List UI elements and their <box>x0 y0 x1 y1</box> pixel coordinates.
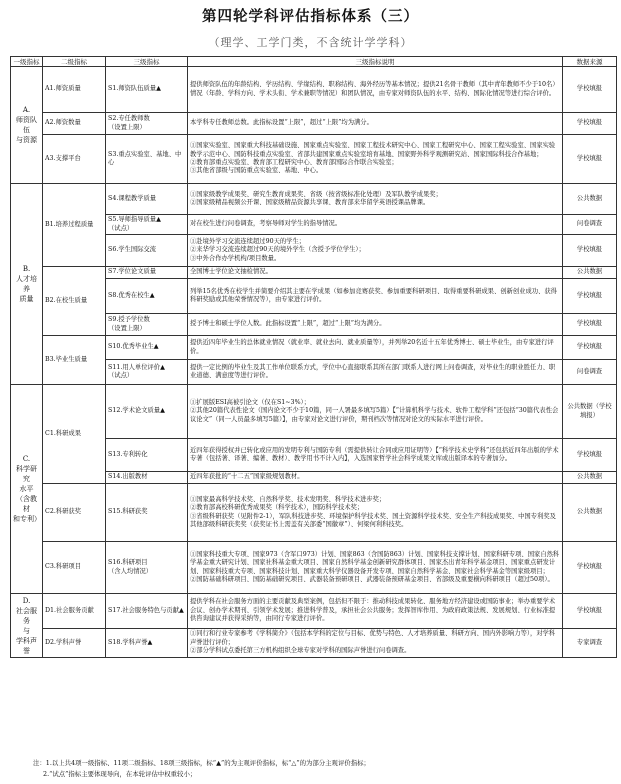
source-cell: 学校填报 <box>563 235 617 267</box>
description-item: ③省级科研获奖（见附件2-1），军队科技进步奖、环境保护科学技术奖、国土资源科学技术奖、安全生产科技成果奖、中国专利奖及其他部级科研获奖奖（获奖证书上需盖有关部委“国徽章”）、何梁何利科技奖。 <box>190 512 556 528</box>
description-item: ②部分学科试点委托第三方机构组织全球专家对学科的国际声誉进行问卷调查。 <box>190 647 411 655</box>
description-cell <box>188 279 563 314</box>
level3-cell: S9.授予学位数 （设置上限） <box>106 314 188 336</box>
description-item: ②国防基础科研项目、国防基础研究项目、武器装备预研项目、武器装备预研基金项目、省部级及重要横向科研项目（超过50项）。 <box>190 575 554 583</box>
level3-cell: S8.优秀在校生▲ <box>106 279 188 314</box>
level3-cell: S12.学术论文质量▲ <box>106 385 188 439</box>
description-item: ①赴境外学习交流连续超过90天的学生； <box>190 237 306 245</box>
description-item: 近四年获批的“十二五”国家级规划教材。 <box>190 473 304 481</box>
description-item: ①国家科技重大专项、国家973（含军口973）计划、国家863（含国防863）计划、国家科技支撑计划、国家科研专项、国家自然科学基金重大研究计划、国家社科基金重大项目、国家自然科学基金创新研究群体项目、国家杰出青年科学基金项目、国家重点研发计划、国家科技重大专项、国家科技计划、国家重大科学仪器设备开发专项、国家自然科学基金、国家社会科学基金等国家级项目； <box>190 550 560 575</box>
level1-cell: A. 师资队伍 与资源 <box>11 67 43 184</box>
table-row <box>11 135 617 184</box>
description-item: 对在校生进行问卷调查，考察导师对学生的指导情况。 <box>190 220 342 228</box>
source-cell: 学校填报 <box>563 135 617 184</box>
level2-cell: C3.科研项目 <box>43 542 106 594</box>
description-cell <box>188 336 563 360</box>
header-source: 数据来源 <box>563 57 617 67</box>
description-cell <box>188 360 563 385</box>
table-row <box>11 184 617 215</box>
source-cell: 学校填报 <box>563 336 617 360</box>
level3-cell: S2.专任教师数 （设置上限） <box>106 113 188 135</box>
description-item: ③中外合作办学机构/项目数量。 <box>190 254 281 262</box>
source-cell: 学校填报 <box>563 67 617 113</box>
source-cell: 问卷调查 <box>563 360 617 385</box>
level3-cell: S13.专利转化 <box>106 439 188 472</box>
description-item: 提供学科在社会服务方面的主要贡献及典型案例，包括但不限于：推动科技成果转化、服务地方经济建设或国防事业；举办重要学术会议、创办学术期刊、引领学术发展；推进科学普及，承担社会公共服务；发挥智库作用、为政府政策法规、发展规划、行业标准提供咨询建议并获得采纳等，由同行专家进行评价。 <box>190 598 556 623</box>
level2-cell: B2.在校生质量 <box>43 267 106 336</box>
description-item: ②教育部重点实验室、教育部工程研究中心、教育部国际合作联合实验室； <box>190 159 398 166</box>
level1-cell: B. 人才培养 质量 <box>11 184 43 385</box>
level3-cell: S7.学位论文质量 <box>106 267 188 279</box>
source-cell: 学校填报 <box>563 439 617 472</box>
level1-cell: D. 社会服务 与 学科声誉 <box>11 594 43 658</box>
description-item: ①国家最高科学技术奖、自然科学奖、技术发明奖、科学技术进步奖； <box>190 495 386 503</box>
level3-cell: S10.优秀毕业生▲ <box>106 336 188 360</box>
description-cell <box>188 472 563 484</box>
level3-cell: S17.社会服务特色与贡献▲ <box>106 594 188 629</box>
source-cell: 学校填报 <box>563 594 617 629</box>
description-cell <box>188 267 563 279</box>
description-cell <box>188 484 563 542</box>
level1-cell: C. 科学研究 水平 （含教材 和专利） <box>11 385 43 594</box>
description-item: ②教育部高校科研优秀成果奖（科学技术），国防科学技术奖； <box>190 504 364 512</box>
level2-cell: B3.毕业生质量 <box>43 336 106 385</box>
page-subtitle: （理学、工学门类，不含统计学学科） <box>208 36 413 49</box>
source-cell: 公共数据 <box>563 472 617 484</box>
header-description: 三级指标说明 <box>188 57 563 67</box>
footnote: 2.“试点”指标主要体现导向，在本轮评估中权重较小； <box>43 769 197 778</box>
description-item: 全国博士学位论文抽检情况。 <box>190 268 272 276</box>
header-level2: 二级指标 <box>43 57 106 67</box>
description-cell <box>188 594 563 629</box>
level3-cell: S15.科研获奖 <box>106 484 188 542</box>
table-header-row <box>11 57 617 67</box>
header-level3: 三级指标 <box>106 57 188 67</box>
footnotes <box>33 758 613 779</box>
level3-cell: S18.学科声誉▲ <box>106 629 188 658</box>
level3-cell: S5.导师指导质量▲ （试点） <box>106 215 188 235</box>
description-cell <box>188 184 563 215</box>
description-item: 本学科专任教师总数。此指标设置“上限”，超过“上限”均为满分。 <box>190 119 373 127</box>
level3-cell: S4.课程教学质量 <box>106 184 188 215</box>
source-cell: 学校填报 <box>563 542 617 594</box>
description-item: 提供近四年毕业生的总体就业情况（就业率、就业去向、就业质量等），并列举20名近十五年优秀博士、硕士毕业生，由专家进行评价。 <box>190 339 554 355</box>
level2-cell: D1.社会服务贡献 <box>43 594 106 629</box>
description-item: 提供师资队伍的年龄结构、学历结构、学缘结构、职称结构、海外经历等基本情况；提供21名骨干教师（其中青年教师不少于10名）情况（年龄、学科方向、学术头衔、学术兼职等情况）和团队情况，由专家对师资队伍的水平、结构、国际化情况等进行综合评价。 <box>190 81 559 97</box>
table-row <box>11 385 617 439</box>
level2-cell: A3.支撑平台 <box>43 135 106 184</box>
table-row <box>11 542 617 594</box>
source-cell: 公共数据 <box>563 184 617 215</box>
footnote: 注：1.以上共4项一级指标、11项二级指标、18项三级指标，标“▲”的为主观评价指标，标“△”的为部分主观评价指标； <box>33 759 370 767</box>
description-cell <box>188 235 563 267</box>
level3-cell: S6.学生国际交流 <box>106 235 188 267</box>
description-cell <box>188 113 563 135</box>
description-cell <box>188 215 563 235</box>
header-level1: 一级指标 <box>11 57 43 67</box>
source-cell: 学校填报 <box>563 279 617 314</box>
description-item: 提供一定比例的毕业生及其工作单位联系方式，学位中心直接联系其所在部门联系人进行网上问卷调查，对毕业生的职业胜任力、职业道德、满意度等进行评价。 <box>190 363 556 379</box>
indicator-table <box>10 56 617 658</box>
source-cell: 学校填报 <box>563 113 617 135</box>
source-cell: 问卷调查 <box>563 215 617 235</box>
description-item: 列举15名优秀在校学生并简要介绍其主要在学成果（如参加竞赛获奖、参加重要科研项目、取得重要科研成果、创新创业成功、获得科研奖励或其他荣誉情况等），由专家进行评价。 <box>190 287 557 303</box>
description-item: ①国家级教学成果奖、研究生教育成果奖、省级（按省级标准化处理）及军队教学成果奖； <box>190 190 442 198</box>
description-cell <box>188 542 563 594</box>
level3-cell: S11.用人单位评价▲ （试点） <box>106 360 188 385</box>
page-title: 第四轮学科评估指标体系（三） <box>202 8 419 25</box>
level3-cell: S16.科研项目 （含人均情况） <box>106 542 188 594</box>
description-item: ③其他省部级与国防重点实验室、基地、中心。 <box>190 167 323 175</box>
description-cell <box>188 629 563 658</box>
table-row <box>11 484 617 542</box>
table-row <box>11 594 617 629</box>
table-row <box>11 629 617 658</box>
description-item: ②其他20篇代表性论文（国内论文不少于10篇，同一人署最多填写5篇）【“计算机科学与技术、软件工程学科”还包括“30篇代表性会议论文”（同一人员最多填写5篇）】，由专家对论文进行评价，期刊档次等情况对论文的实际水平进行评价。 <box>190 407 559 423</box>
source-cell: 专家调查 <box>563 629 617 658</box>
description-cell <box>188 385 563 439</box>
source-cell: 公共数据 <box>563 484 617 542</box>
table-row <box>11 267 617 279</box>
level3-cell: S14.出版教材 <box>106 472 188 484</box>
description-item: ①国家实验室、国家重大科技基础设施、国家重点实验室、国家工程技术研究中心、国家工程研究中心、国家工程实验室、国家实验教学示范中心、国防科技重点实验室、省部共建国家重点实验室培育基地、国家野外科学观测研究站、国家国际科技合作基地； <box>190 142 556 158</box>
description-cell <box>188 135 563 184</box>
description-item: ②来华学习交流连续超过90天的境外学生（含授予学位学生）； <box>190 246 365 254</box>
description-item: ②国家级精品视频公开课、国家级精品资源共享课、教育部来华留学英语授课品牌课。 <box>190 199 430 206</box>
source-cell: 学校填报 <box>563 314 617 336</box>
description-item: 授予博士和硕士学位人数。此指标设置“上限”，超过“上限”均为满分。 <box>190 320 386 328</box>
level2-cell: A2.师资数量 <box>43 113 106 135</box>
level2-cell: C2.科研获奖 <box>43 484 106 542</box>
description-item: 近四年获得授权并已转化或应用的发明专利与国防专利（需提供转让合同或应用证明等）【“科学技术史学科”还包括近四年出版的学术专著（包括著、译著、编著、教材）、教学用书不计入内】，入选国家哲学社会科学成果文库或出版译本的专著加分。 <box>190 446 559 462</box>
description-cell <box>188 439 563 472</box>
description-item: ①同行和行业专家参考《学科简介》（包括本学科的定位与目标、优势与特色、人才培养质量、科研方向、国内外影响力等），对学科声誉进行评价； <box>190 630 556 646</box>
table-row <box>11 336 617 360</box>
level2-cell: A1.师资质量 <box>43 67 106 113</box>
level3-cell: S1.师资队伍质量▲ <box>106 67 188 113</box>
level2-cell: C1.科研成果 <box>43 385 106 484</box>
level3-cell: S3.重点实验室、基地、中心 <box>106 135 188 184</box>
level2-cell: B1.培养过程质量 <box>43 184 106 267</box>
table-row <box>11 67 617 113</box>
description-cell <box>188 67 563 113</box>
source-cell: 公共数据（学校填报） <box>563 385 617 439</box>
description-item: ①扩展版ESI高被引论文（仅在S1~3%）； <box>190 398 310 406</box>
level2-cell: D2.学科声誉 <box>43 629 106 658</box>
source-cell: 公共数据 <box>563 267 617 279</box>
table-row <box>11 113 617 135</box>
description-cell <box>188 314 563 336</box>
